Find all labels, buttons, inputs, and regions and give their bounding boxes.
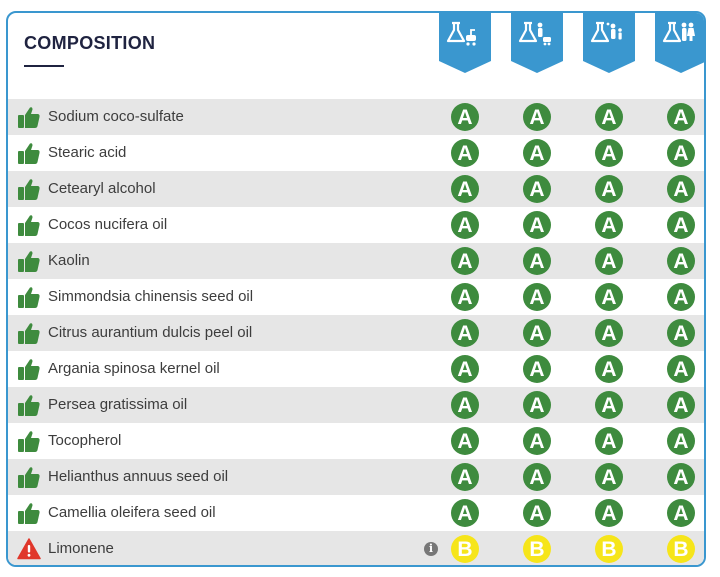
grade-badge: A [523,139,551,167]
grade-badge: A [595,211,623,239]
thumbs-up-icon [17,465,41,489]
grade-badge: A [451,391,479,419]
thumbs-up-icon [17,141,41,165]
ingredient-name[interactable]: Helianthus annuus seed oil [48,468,229,485]
ingredient-row[interactable] [8,279,704,315]
grade-badge: A [523,355,551,383]
grade-badge: A [595,283,623,311]
ingredient-name[interactable]: Persea gratissima oil [48,396,188,413]
ingredient-row[interactable] [8,171,704,207]
grade-badge: A [523,247,551,275]
ingredient-name[interactable]: Camellia oleifera seed oil [48,504,216,521]
grade-badge: A [523,391,551,419]
ingredient-list [8,99,704,567]
ingredient-row[interactable] [8,351,704,387]
ingredient-name[interactable]: Stearic acid [48,144,127,161]
thumbs-up-icon [17,501,41,525]
ingredient-name[interactable]: Argania spinosa kernel oil [48,360,220,377]
grade-badge: A [523,175,551,203]
grade-badge: A [451,139,479,167]
ingredient-row[interactable] [8,531,704,567]
ingredient-name[interactable]: Kaolin [48,252,90,269]
grade-badge: A [595,247,623,275]
grade-badge: A [523,499,551,527]
grade-badge: A [451,211,479,239]
grade-badge: A [451,463,479,491]
thumbs-up-icon [17,357,41,381]
grade-badge: A [451,499,479,527]
grade-badge: A [451,247,479,275]
thumbs-up-icon [17,321,41,345]
grade-badge: A [595,427,623,455]
grade-badge: A [595,391,623,419]
grade-badge: A [667,175,695,203]
ingredient-name[interactable]: Citrus aurantium dulcis peel oil [48,324,253,341]
grade-badge: A [595,319,623,347]
family-profile-icon[interactable] [583,11,635,73]
grade-badge: A [667,211,695,239]
ingredient-row[interactable] [8,459,704,495]
grade-badge: A [523,427,551,455]
grade-badge: A [667,463,695,491]
grade-badge: A [595,139,623,167]
ingredient-row[interactable] [8,207,704,243]
grade-badge: A [451,427,479,455]
ingredient-row[interactable] [8,387,704,423]
warning-icon [17,537,41,561]
grade-badge: A [667,355,695,383]
grade-badge: A [451,103,479,131]
grade-badge: B [523,535,551,563]
thumbs-up-icon [17,429,41,453]
grade-badge: A [523,319,551,347]
grade-badge: A [667,499,695,527]
grade-badge: A [595,355,623,383]
grade-badge: A [595,499,623,527]
grade-badge: A [595,175,623,203]
grade-badge: A [667,319,695,347]
thumbs-up-icon [17,213,41,237]
grade-badge: A [667,283,695,311]
grade-badge: A [667,247,695,275]
ingredient-name[interactable]: Sodium coco-sulfate [48,108,184,125]
ingredient-name[interactable]: Cocos nucifera oil [48,216,168,233]
grade-badge: A [523,103,551,131]
info-icon[interactable]: i [424,542,438,556]
grade-badge: A [667,139,695,167]
baby-profile-icon[interactable] [439,11,491,73]
grade-badge: A [667,391,695,419]
composition-card [6,11,706,567]
grade-badge: A [523,211,551,239]
ingredient-row[interactable] [8,243,704,279]
ingredient-name[interactable]: Tocopherol [48,432,122,449]
ingredient-name[interactable]: Limonene [48,540,114,557]
grade-badge: B [595,535,623,563]
ingredient-row[interactable] [8,495,704,531]
grade-badge: A [667,427,695,455]
ingredient-row[interactable] [8,315,704,351]
ingredient-row[interactable] [8,135,704,171]
thumbs-up-icon [17,249,41,273]
grade-badge: A [523,283,551,311]
child-profile-icon[interactable] [511,11,563,73]
grade-badge: B [667,535,695,563]
grade-badge: A [595,103,623,131]
section-title: COMPOSITION [24,33,156,53]
adult-profile-icon[interactable] [655,11,706,73]
thumbs-up-icon [17,393,41,417]
title-underline [24,65,64,67]
grade-badge: A [667,103,695,131]
ingredient-name[interactable]: Simmondsia chinensis seed oil [48,288,254,305]
grade-badge: A [595,463,623,491]
grade-badge: A [451,319,479,347]
ingredient-row[interactable] [8,99,704,135]
thumbs-up-icon [17,177,41,201]
ingredient-row[interactable] [8,423,704,459]
ingredient-name[interactable]: Cetearyl alcohol [48,180,156,197]
grade-badge: A [451,175,479,203]
thumbs-up-icon [17,285,41,309]
grade-badge: A [451,283,479,311]
thumbs-up-icon [17,105,41,129]
grade-badge: A [451,355,479,383]
grade-badge: A [523,463,551,491]
grade-badge: B [451,535,479,563]
